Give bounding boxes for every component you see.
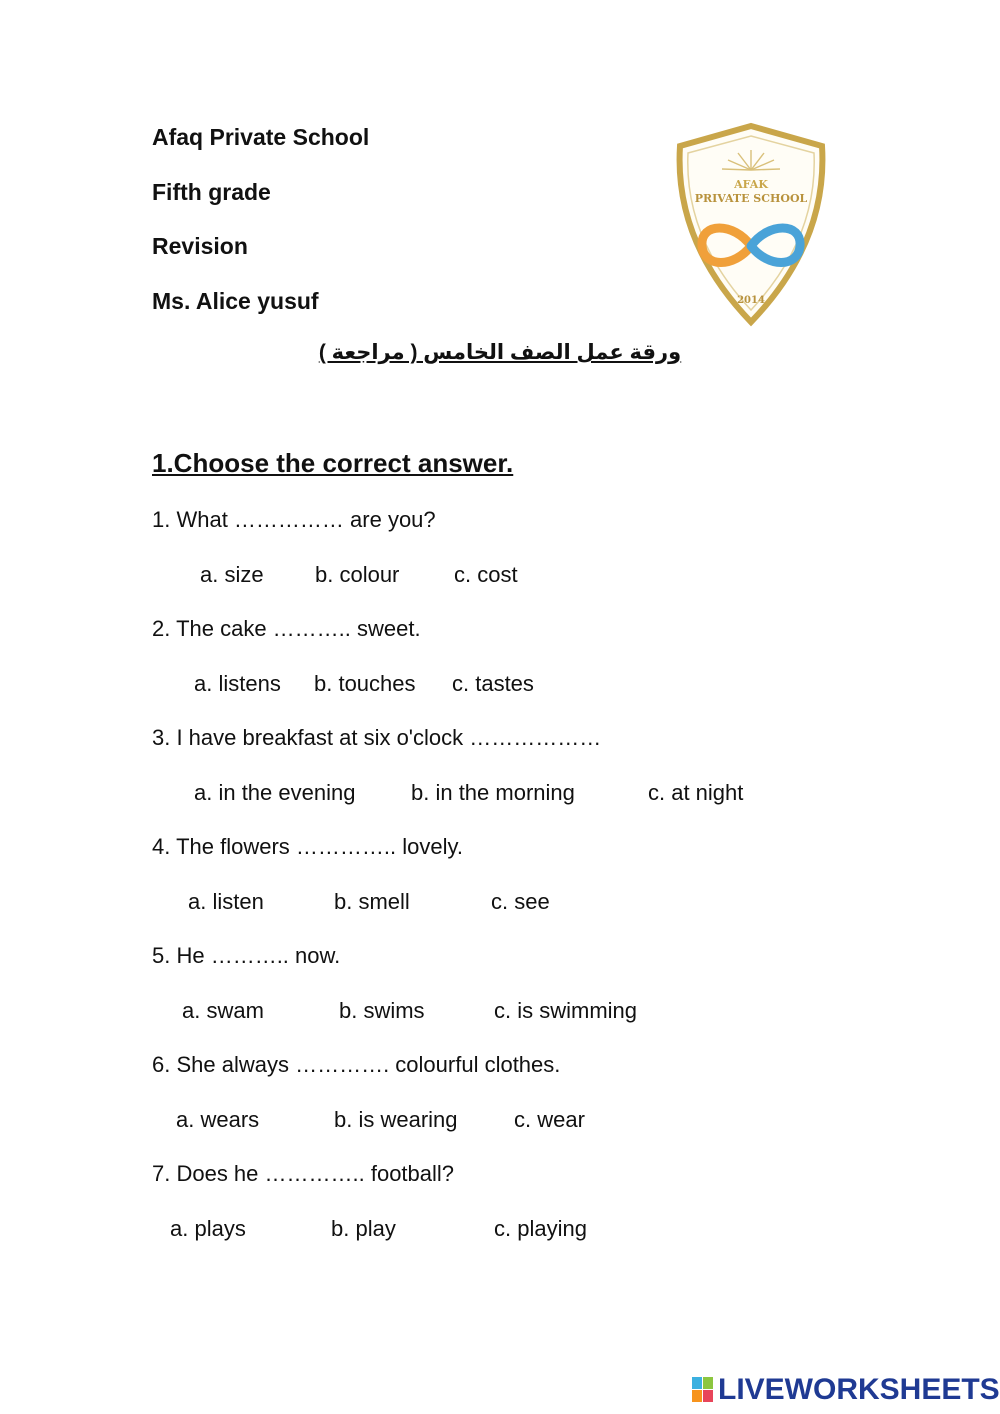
liveworksheets-brand (692, 1372, 1000, 1408)
question-6: 6. She always …………. colourful clothes. (152, 1052, 561, 1077)
arabic-title: ورقة عمل الصف الخامس ( مراجعة ) (318, 341, 682, 364)
grade-label: Fifth grade (152, 179, 271, 205)
section-title: 1.Choose the correct answer. (152, 448, 514, 478)
q2-option-a: a. listens (194, 671, 281, 696)
q5-option-a: a. swam (182, 998, 264, 1023)
q5-option-b: b. swims (339, 998, 425, 1023)
q4-option-a: a. listen (188, 889, 264, 914)
q4-option-b: b. smell (334, 889, 410, 914)
question-4: 4. The flowers ………….. lovely. (152, 834, 463, 859)
q3-option-c: c. at night (648, 780, 744, 805)
q7-option-b: b. play (331, 1216, 396, 1241)
school-name: Afaq Private School (152, 124, 370, 150)
q4-option-c: c. see (491, 889, 550, 914)
q2-option-c: c. tastes (452, 671, 534, 696)
q6-option-c: c. wear (514, 1107, 585, 1132)
q6-option-a: a. wears (176, 1107, 260, 1132)
teacher-name: Ms. Alice yusuf (152, 288, 319, 314)
question-2: 2. The cake ……….. sweet. (152, 616, 421, 641)
logo-text-line2: PRIVATE SCHOOL (694, 192, 808, 205)
q1-option-a: a. size (200, 562, 264, 587)
liveworksheets-wordmark: LIVEWORKSHEETS (718, 1373, 1000, 1406)
q1-option-c: c. cost (454, 562, 518, 587)
q5-option-c: c. is swimming (494, 998, 638, 1023)
q7-option-c: c. playing (494, 1216, 587, 1241)
logo-year: 2014 (737, 295, 765, 306)
q3-option-a: a. in the evening (194, 780, 356, 805)
q1-option-b: b. colour (315, 562, 400, 587)
liveworksheets-logo-icon (692, 1377, 714, 1403)
question-7: 7. Does he ………….. football? (152, 1161, 455, 1186)
logo-text-line1: AFAK (734, 178, 768, 191)
worksheet-title: Revision (152, 233, 248, 259)
q2-option-b: b. touches (314, 671, 416, 696)
question-5: 5. He ……….. now. (152, 943, 341, 968)
q3-option-b: b. in the morning (411, 780, 575, 805)
q7-option-a: a. plays (170, 1216, 246, 1241)
school-logo (672, 122, 830, 328)
question-3: 3. I have breakfast at six o'clock ……………… (152, 725, 602, 750)
question-1: 1. What …………… are you? (152, 507, 436, 532)
q6-option-b: b. is wearing (334, 1107, 458, 1132)
